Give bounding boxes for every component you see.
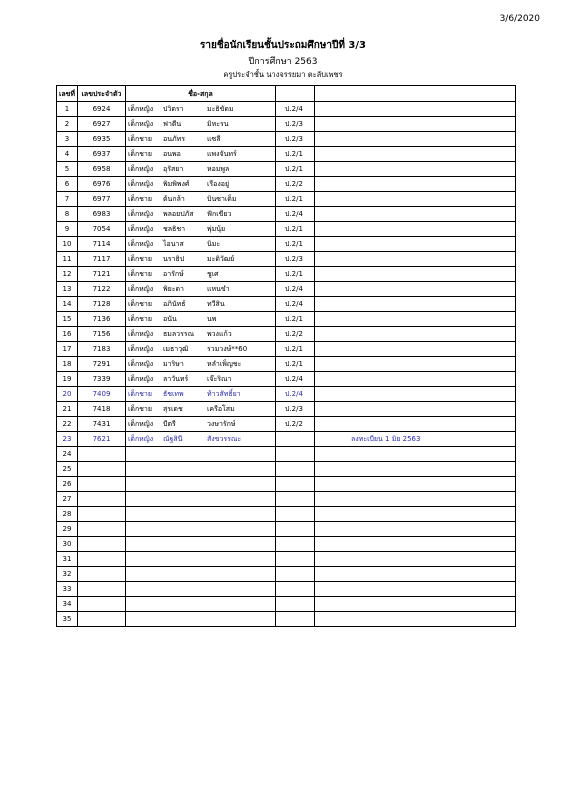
table-row [57,567,516,582]
previous-class: ป.2/1 [276,342,315,357]
row-note [315,147,516,162]
previous-class [276,492,315,507]
last-name: หลำเพ็ญชะ [207,360,242,368]
table-row [57,267,516,282]
previous-class [276,462,315,477]
student-id: 7128 [78,297,126,312]
first-name: บีตรี [163,420,176,428]
student-name [126,312,276,327]
first-name: อนพอ [163,150,181,158]
student-name [126,582,276,597]
row-number: 17 [57,342,78,357]
table-row [57,222,516,237]
student-name [126,477,276,492]
first-name: อภินัทธ์ [163,300,186,308]
row-number: 27 [57,492,78,507]
student-name [126,207,276,222]
row-note [315,162,516,177]
student-name [126,387,276,402]
name-prefix: เด็กชาย [128,300,152,308]
previous-class: ป.2/3 [276,132,315,147]
name-prefix: เด็กหญิง [128,180,154,188]
row-note [315,297,516,312]
previous-class [276,612,315,627]
row-number: 1 [57,102,78,117]
first-name: สุรเดช [163,405,183,413]
row-number: 4 [57,147,78,162]
row-number: 33 [57,582,78,597]
row-note [315,327,516,342]
table-row [57,477,516,492]
student-name [126,462,276,477]
row-number: 15 [57,312,78,327]
name-prefix: เด็กชาย [128,270,152,278]
row-number: 22 [57,417,78,432]
row-number: 25 [57,462,78,477]
first-name: ต้นกล้า [163,195,185,203]
table-row [57,357,516,372]
last-name: เจ๊ะริณา [207,375,232,383]
last-name: ท้าวสัทธิ์ยา [207,390,241,398]
student-id [78,537,126,552]
row-number: 8 [57,207,78,222]
first-name: ณัฐสินี [163,435,183,443]
row-number: 32 [57,567,78,582]
name-prefix: เด็กหญิง [128,105,154,113]
last-name: เรืองอยู่ [207,180,230,188]
table-row [57,312,516,327]
last-name: พุ่มนุ้ย [207,225,226,233]
row-number: 16 [57,327,78,342]
table-row [57,162,516,177]
row-number: 31 [57,552,78,567]
table-row [57,552,516,567]
student-id: 7136 [78,312,126,327]
student-id: 6983 [78,207,126,222]
name-prefix: เด็กชาย [128,135,152,143]
row-number: 20 [57,387,78,402]
row-note [315,387,516,402]
previous-class [276,552,315,567]
first-name: อุรัสยา [163,165,184,173]
student-name [126,237,276,252]
first-name: อารักษ์ [163,270,184,278]
row-note [315,372,516,387]
row-note [315,492,516,507]
student-id: 7418 [78,402,126,417]
student-name [126,402,276,417]
name-prefix: เด็กชาย [128,150,152,158]
name-prefix: เด็กหญิง [128,240,154,248]
first-name: พลอยปภัส [163,210,194,218]
last-name: แพงจันทร์ [207,150,237,158]
previous-class [276,567,315,582]
first-name: นราธิป [163,255,185,263]
student-id [78,612,126,627]
page-title: รายชื่อนักเรียนชั้นประถมศึกษาปีที่ 3/3 [200,40,366,51]
last-name: พวงแก้ว [207,330,232,338]
student-id: 7121 [78,267,126,282]
first-name: อนัน [163,315,177,323]
table-row [57,462,516,477]
table-row [57,192,516,207]
row-note [315,252,516,267]
previous-class [276,597,315,612]
row-number: 35 [57,612,78,627]
student-id [78,582,126,597]
student-id [78,447,126,462]
table-row [57,612,516,627]
first-name: ฟาตีน [163,120,182,128]
student-id: 6958 [78,162,126,177]
previous-class: ป.2/1 [276,222,315,237]
header-full-name: ชื่อ-สกุล [126,86,276,102]
row-number: 34 [57,597,78,612]
previous-class [276,507,315,522]
row-note [315,537,516,552]
header-note [315,86,516,102]
name-prefix: เด็กหญิง [128,375,154,383]
header-student-id: เลขประจำตัว [78,86,126,102]
row-note [315,282,516,297]
row-note [315,177,516,192]
student-name [126,492,276,507]
first-name: ชลธิชา [163,225,185,233]
row-note [315,192,516,207]
row-number: 13 [57,282,78,297]
student-name [126,537,276,552]
name-prefix: เด็กหญิง [128,420,154,428]
last-name: ทวีสิน [207,300,225,308]
table-row [57,177,516,192]
student-name [126,567,276,582]
row-number: 6 [57,177,78,192]
student-id: 7156 [78,327,126,342]
first-name: ปวิตรา [163,105,184,113]
table-row [57,537,516,552]
student-id: 6937 [78,147,126,162]
row-number: 29 [57,522,78,537]
student-id [78,522,126,537]
row-note [315,402,516,417]
student-id: 7117 [78,252,126,267]
previous-class: ป.2/4 [276,102,315,117]
table-header-row [57,86,516,102]
student-id [78,492,126,507]
row-number: 2 [57,117,78,132]
previous-class [276,522,315,537]
previous-class [276,432,315,447]
table-row [57,297,516,312]
last-name: วงษารักษ์ [207,420,236,428]
student-name [126,432,276,447]
first-name: อนภัทร [163,135,185,143]
student-name [126,222,276,237]
first-name: ธมลวรรณ [163,330,195,338]
name-prefix: เด็กหญิง [128,285,154,293]
last-name: บินซาเด็ม [207,195,237,203]
first-name: ธัชเทพ [163,390,184,398]
header-class [276,86,315,102]
row-note [315,207,516,222]
table-row [57,432,516,447]
name-prefix: เด็กชาย [128,195,152,203]
name-prefix: เด็กหญิง [128,225,154,233]
row-number: 24 [57,447,78,462]
table-row [57,327,516,342]
row-note [315,267,516,282]
student-name [126,612,276,627]
previous-class: ป.2/1 [276,357,315,372]
table-body [57,102,516,627]
last-name: แซลี [207,135,221,143]
academic-year: ปีการศึกษา 2563 [248,57,318,67]
table-row [57,207,516,222]
name-prefix: เด็กชาย [128,315,152,323]
row-note [315,462,516,477]
student-name [126,117,276,132]
table-row [57,132,516,147]
row-note [315,237,516,252]
row-note [315,417,516,432]
row-number: 3 [57,132,78,147]
last-name: สังขวรรณะ [207,435,242,443]
previous-class: ป.2/1 [276,312,315,327]
name-prefix: เด็กหญิง [128,165,154,173]
student-name [126,507,276,522]
student-name [126,192,276,207]
last-name: แหนขำ [207,285,230,293]
table-row [57,387,516,402]
row-number: 26 [57,477,78,492]
homeroom-teacher: ครูประจำชั้น นางจรรยมา ตะลับเพชร [223,70,343,79]
previous-class: ป.2/2 [276,417,315,432]
previous-class: ป.2/1 [276,147,315,162]
last-name: มิหะรน [207,120,229,128]
student-id: 6976 [78,177,126,192]
name-prefix: เด็กหญิง [128,120,154,128]
previous-class: ป.2/4 [276,282,315,297]
student-id [78,552,126,567]
previous-class: ป.2/3 [276,402,315,417]
previous-class: ป.2/3 [276,252,315,267]
name-prefix: เด็กชาย [128,405,152,413]
student-name [126,597,276,612]
first-name: เมธาวุฒิ [163,345,189,353]
row-note [315,357,516,372]
row-number: 30 [57,537,78,552]
row-note [315,582,516,597]
row-note [315,477,516,492]
table-row [57,417,516,432]
previous-class: ป.2/4 [276,372,315,387]
first-name: ลาวันทร์ [163,375,189,383]
table-row [57,102,516,117]
previous-class: ป.2/1 [276,237,315,252]
table-row [57,372,516,387]
student-id: 7291 [78,357,126,372]
row-note [315,567,516,582]
previous-class [276,477,315,492]
table-row [57,117,516,132]
table-row [57,252,516,267]
student-id: 6924 [78,102,126,117]
last-name: มะธิขัดม [207,105,234,113]
student-name [126,252,276,267]
student-id [78,462,126,477]
first-name: ไอนาส [163,240,184,248]
student-id: 7621 [78,432,126,447]
last-name: ฟักเขียว [207,210,232,218]
previous-class: ป.2/2 [276,327,315,342]
name-prefix: เด็กหญิง [128,360,154,368]
student-name [126,147,276,162]
row-number: 23 [57,432,78,447]
row-note [315,117,516,132]
student-name [126,282,276,297]
row-note [315,102,516,117]
row-number: 14 [57,297,78,312]
table-row [57,492,516,507]
last-name: นิมะ [207,240,221,248]
table-row [57,507,516,522]
student-name [126,177,276,192]
table-row [57,237,516,252]
previous-class: ป.2/4 [276,387,315,402]
row-note [315,312,516,327]
student-id: 7339 [78,372,126,387]
name-prefix: เด็กหญิง [128,435,154,443]
name-prefix: เด็กชาย [128,390,152,398]
student-id [78,567,126,582]
first-name: พิยะดา [163,285,184,293]
row-note [315,447,516,462]
student-id [78,507,126,522]
row-note: ลงทะเบียน 1 มิย 2563 [315,432,516,447]
student-list-table [56,85,516,627]
previous-class [276,582,315,597]
first-name: มาริษา [163,360,184,368]
row-number: 11 [57,252,78,267]
row-number: 7 [57,192,78,207]
previous-class: ป.2/4 [276,207,315,222]
row-number: 19 [57,372,78,387]
student-id: 7122 [78,282,126,297]
student-id: 7431 [78,417,126,432]
student-name [126,267,276,282]
student-id [78,597,126,612]
last-name: เครือโสม [207,405,235,413]
row-number: 12 [57,267,78,282]
student-name [126,372,276,387]
row-number: 28 [57,507,78,522]
previous-class: ป.2/1 [276,162,315,177]
previous-class: ป.2/1 [276,267,315,282]
student-name [126,357,276,372]
previous-class: ป.2/4 [276,297,315,312]
row-number: 9 [57,222,78,237]
student-id [78,477,126,492]
last-name: ชูเศ [207,270,219,278]
row-note [315,507,516,522]
row-note [315,222,516,237]
row-note [315,522,516,537]
student-id: 6935 [78,132,126,147]
last-name: มะดิวัฒย์ [207,255,235,263]
student-id: 7409 [78,387,126,402]
table-row [57,582,516,597]
row-number: 10 [57,237,78,252]
first-name: พิมพิพงศ์ [163,180,190,188]
student-id: 7114 [78,237,126,252]
student-name [126,342,276,357]
name-prefix: เด็กหญิง [128,345,154,353]
last-name: นพ [207,315,217,323]
student-name [126,327,276,342]
table-row [57,447,516,462]
print-date: 3/6/2020 [499,14,540,24]
student-name [126,447,276,462]
table-row [57,522,516,537]
student-name [126,552,276,567]
student-id: 6927 [78,117,126,132]
table-row [57,402,516,417]
table-row [57,282,516,297]
table-row [57,597,516,612]
row-note [315,552,516,567]
row-number: 5 [57,162,78,177]
name-prefix: เด็กหญิง [128,330,154,338]
row-note [315,342,516,357]
previous-class [276,537,315,552]
table-row [57,147,516,162]
header-number: เลขที่ [57,86,78,102]
student-id: 7054 [78,222,126,237]
previous-class: ป.2/3 [276,117,315,132]
student-name [126,417,276,432]
row-note [315,132,516,147]
name-prefix: เด็กชาย [128,255,152,263]
student-name [126,132,276,147]
previous-class: ป.2/1 [276,192,315,207]
student-id: 7183 [78,342,126,357]
previous-class [276,447,315,462]
row-note [315,612,516,627]
table-row [57,342,516,357]
name-prefix: เด็กหญิง [128,210,154,218]
student-name [126,297,276,312]
student-name [126,522,276,537]
last-name: รวมวงษ์**60 [207,345,248,353]
row-note [315,597,516,612]
row-number: 18 [57,357,78,372]
student-id: 6977 [78,192,126,207]
student-name [126,162,276,177]
last-name: หอมพูล [207,165,230,173]
row-number: 21 [57,402,78,417]
previous-class: ป.2/2 [276,177,315,192]
student-name [126,102,276,117]
